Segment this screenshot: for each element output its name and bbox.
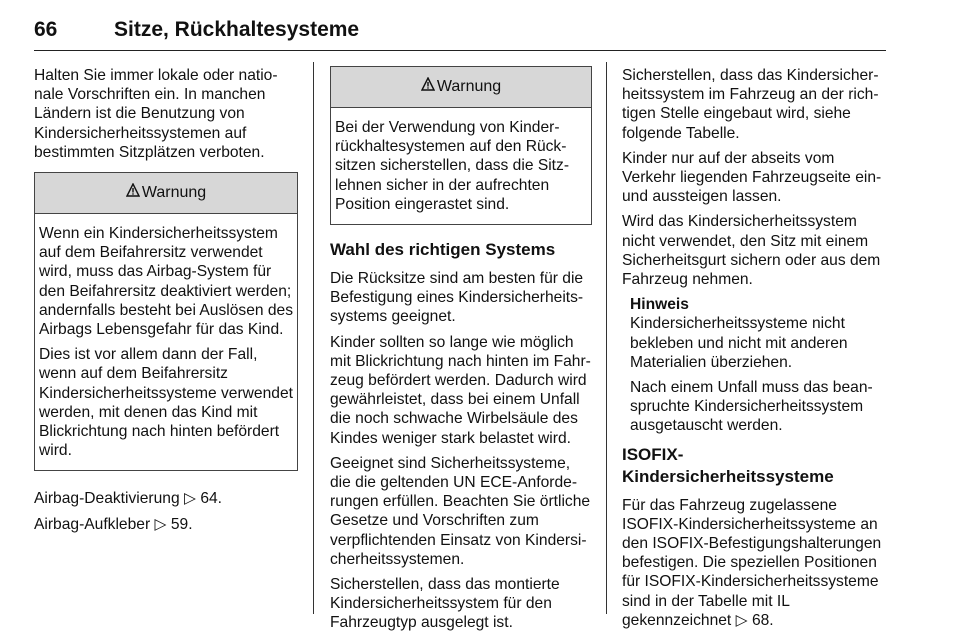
page-reference-icon: ▷ [154, 515, 167, 533]
warning-paragraph: Wenn ein Kindersicherheitssystem auf dem Beifahrersitz verwendet wird, muss das Airbag-System für den Beifahrersitz deaktiviert werden; andernfalls besteht bei Auslösen des Airbags Lebensgefahr für das Kind. [39, 225, 294, 339]
paragraph: Die Rücksitze sind am besten für die Befestigung eines Kindersicherheitssystems geeignet. [330, 270, 584, 326]
reference-text: Airbag-Aufkleber [34, 515, 151, 533]
reference-airbag-label [34, 515, 298, 534]
reference-page: 59. [170, 515, 193, 533]
warning-body [331, 108, 591, 224]
middle-column [330, 66, 592, 639]
left-column [34, 66, 298, 540]
column-divider [606, 62, 607, 614]
warning-title: Warnung [141, 184, 207, 202]
warning-box [34, 172, 298, 471]
paragraph: Sicherstellen, dass das montierte Kindersicherheitssystem für den Fahrzeugtyp ausgelegt ist. [330, 576, 560, 632]
paragraph: Sicherstellen, dass das Kindersicherheitssystem im Fahrzeug an der richtigen Stelle eingebaut wird, siehe folgende Tabelle. [622, 67, 879, 142]
page-number: 66 [34, 18, 58, 41]
note-box [622, 295, 887, 435]
paragraph-text: Für das Fahrzeug zugelassene ISOFIX-Kindersicherheitssysteme an den ISOFIX-Befestigungshalterungen befestigen. Die speziellen Positionen für ISOFIX-Kindersicherheitssysteme sind in der Tabelle mit IL gekennzeichnet [622, 496, 882, 629]
right-column [622, 66, 887, 636]
note-paragraph: Kindersicherheitssysteme nicht bekleben und nicht mit anderen Materialien überziehen. [630, 315, 848, 371]
reference-airbag-deactivation [34, 489, 298, 508]
column-divider [313, 62, 314, 614]
reference-text: Airbag-Deaktivierung [34, 490, 180, 508]
warning-title: Warnung [436, 78, 502, 96]
page-reference-icon: ▷ [735, 611, 748, 629]
warning-header [331, 67, 591, 108]
section-heading: ISOFIX-Kindersicherheitssysteme [622, 444, 834, 486]
page-header [34, 6, 886, 51]
paragraph: Geeignet sind Sicherheitssysteme, die die geltenden UN ECE-Anforderungen erfüllen. Beachten Sie örtliche Gesetze und Vorschriften zum verpflichtenden Einsatz von Kindersicherheitssystemen. [330, 454, 591, 568]
paragraph: Kinder sollten so lange wie möglich mit Blickrichtung nach hinten im Fahrzeug befördert werden. Dadurch wird gewährleistet, dass bei einem Unfall die noch schwache Wirbelsäule des Kindes weniger stark belastet wird. [330, 333, 591, 447]
intro-paragraph: Halten Sie immer lokale oder nationale Vorschriften ein. In manchen Ländern ist die Benutzung von Kindersicherheitssystemen auf bestimmten Sitzplätzen verboten. [34, 67, 278, 161]
note-title: Hinweis [630, 296, 689, 314]
warning-triangle-icon [126, 183, 140, 202]
reference-page: 68. [751, 611, 774, 629]
paragraph: Kinder nur auf der abseits vom Verkehr liegenden Fahrzeugseite ein- und aussteigen lassen. [622, 149, 882, 206]
page-reference-icon: ▷ [183, 490, 196, 508]
chapter-title: Sitze, Rückhaltesysteme [114, 18, 360, 41]
note-paragraph: Nach einem Unfall muss das beanspruchte Kindersicherheitssystem ausgetauscht werden. [630, 379, 873, 435]
paragraph [622, 496, 887, 630]
paragraph: Wird das Kindersicherheitssystem nicht verwendet, den Sitz mit einem Sicherheitsgurt sichern oder aus dem Fahrzeug nehmen. [622, 213, 881, 289]
warning-triangle-icon [421, 77, 435, 96]
warning-paragraph: Dies ist vor allem dann der Fall, wenn auf dem Beifahrersitz Kindersicherheitssysteme verwendet werden, mit denen das Kind mit Blickrichtung nach hinten befördert wird. [39, 346, 293, 460]
warning-box [330, 66, 592, 225]
warning-body [35, 214, 297, 470]
reference-page: 64. [200, 490, 222, 508]
warning-paragraph: Bei der Verwendung von Kinderrückhaltesystemen auf den Rücksitzen sicherstellen, dass die Sitzlehnen sicher in der aufrechten Position eingerastet sind. [335, 119, 570, 213]
warning-header [35, 173, 297, 214]
section-heading: Wahl des richtigen Systems [330, 240, 556, 260]
